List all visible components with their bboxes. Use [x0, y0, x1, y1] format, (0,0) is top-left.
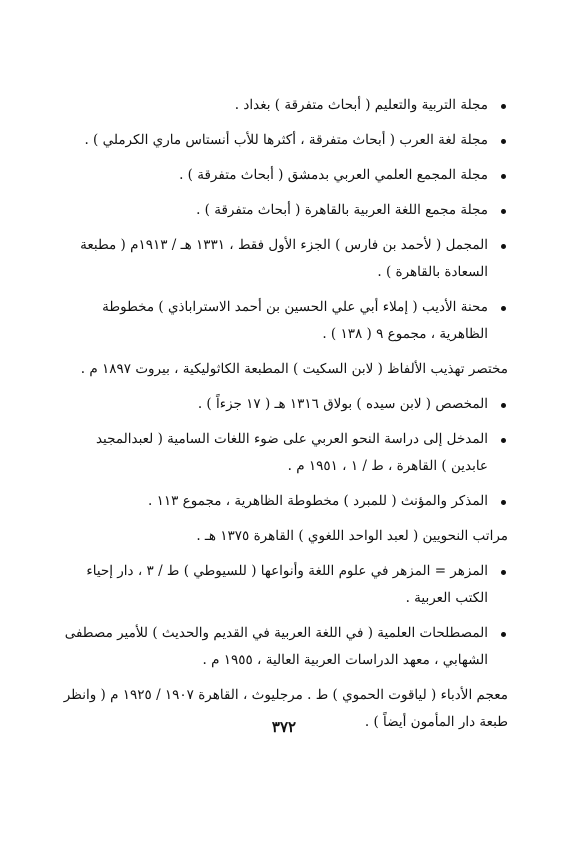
bibliography-entry	[60, 391, 508, 418]
bullet-icon	[501, 500, 506, 505]
bullet-icon	[501, 244, 506, 249]
entry-text: محنة الأديب ( إملاء أبي علي الحسين بن أحمد الاستراباذي ) مخطوطة الظاهرية ، مجموع ٩ ( ١٣٨ ) .	[102, 299, 488, 342]
entry-text: مجلة لغة العرب ( أبحاث متفرقة ، أكثرها للأب أنستاس ماري الكرملي ) .	[84, 132, 488, 148]
entry-text: المزهر = المزهر في علوم اللغة وأنواعها ( للسيوطي ) ط / ٣ ، دار إحياء الكتب العربية .	[86, 563, 488, 606]
bibliography-entry	[60, 523, 508, 550]
bibliography-entry	[60, 162, 508, 189]
bibliography-entry	[60, 92, 508, 119]
bullet-icon	[501, 209, 506, 214]
entry-text: معجم الأدباء ( لياقوت الحموي ) ط . مرجليوث ، القاهرة ١٩٠٧ / ١٩٢٥ م ( وانظر طبعة دار المأمون أيضاً ) .	[63, 687, 508, 730]
bibliography-entry	[60, 356, 508, 383]
bullet-icon	[501, 632, 506, 637]
bibliography-entry	[60, 620, 508, 674]
entry-text: مختصر تهذيب الألفاظ ( لابن السكيت ) المطبعة الكاثوليكية ، بيروت ١٨٩٧ م .	[80, 361, 508, 377]
bullet-icon	[501, 174, 506, 179]
entry-text: المجمل ( لأحمد بن فارس ) الجزء الأول فقط ، ١٣٣١ هـ / ١٩١٣م ( مطبعة السعادة بالقاهرة ) .	[80, 237, 488, 280]
bullet-icon	[501, 403, 506, 408]
bibliography-entry	[60, 426, 508, 480]
entry-text: مجلة مجمع اللغة العربية بالقاهرة ( أبحاث متفرقة ) .	[196, 202, 488, 218]
entry-text: مجلة المجمع العلمي العربي بدمشق ( أبحاث متفرقة ) .	[179, 167, 488, 183]
bibliography-entry	[60, 294, 508, 348]
bibliography-entry	[60, 488, 508, 515]
bibliography-entry	[60, 127, 508, 154]
page-number: ٣٧٢	[271, 718, 297, 736]
bibliography-list	[60, 92, 508, 744]
entry-text: المدخل إلى دراسة النحو العربي على ضوء اللغات السامية ( لعبدالمجيد عابدين ) القاهرة ، ط / ١ ، ١٩٥١ م .	[95, 431, 488, 474]
bibliography-entry	[60, 197, 508, 224]
entry-text: مراتب النحويين ( لعبد الواحد اللغوي ) القاهرة ١٣٧٥ هـ .	[196, 528, 508, 544]
entry-text: مجلة التربية والتعليم ( أبحاث متفرقة ) بغداد .	[234, 97, 488, 113]
entry-text: المذكر والمؤنث ( للمبرد ) مخطوطة الظاهرية ، مجموع ١١٣ .	[148, 493, 488, 509]
bullet-icon	[501, 104, 506, 109]
bibliography-entry	[60, 558, 508, 612]
bullet-icon	[501, 306, 506, 311]
bibliography-entry	[60, 232, 508, 286]
bullet-icon	[501, 570, 506, 575]
bullet-icon	[501, 438, 506, 443]
entry-text: المخصص ( لابن سيده ) بولاق ١٣١٦ هـ ( ١٧ جزءاً ) .	[197, 396, 488, 412]
entry-text: المصطلحات العلمية ( في اللغة العربية في القديم والحديث ) للأمير مصطفى الشهابي ، معهد الدراسات العربية العالية ، ١٩٥٥ م .	[64, 625, 488, 668]
bullet-icon	[501, 139, 506, 144]
